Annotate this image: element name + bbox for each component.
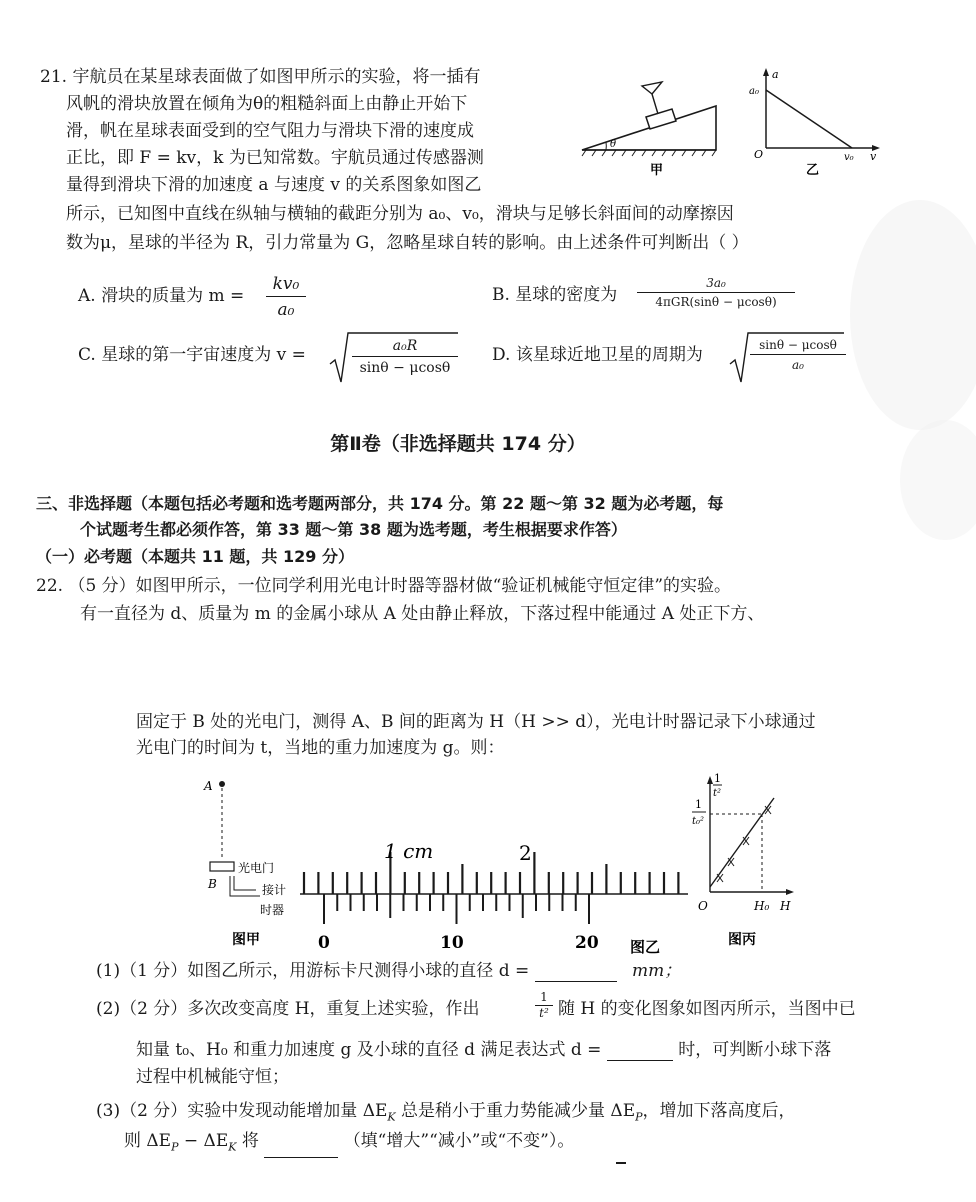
q22-part-2-frac-num: 1: [535, 990, 553, 1006]
main-scale-ticks: [304, 852, 678, 894]
q21-line-4: 正比，即 F = kv，k 为已知常数。宇航员通过传感器测: [66, 148, 484, 168]
q22-part-2-line-2-text: 知量 t₀、H₀ 和重力加速度 g 及小球的直径 d 满足表达式 d =: [136, 1040, 602, 1060]
q21-option-c-fraction: [352, 336, 458, 379]
q22-part-1-text: (1)（1 分）如图乙所示，用游标卡尺测得小球的直径 d =: [96, 961, 530, 981]
q21-option-b-text: B. 星球的密度为: [492, 285, 618, 305]
q22-line-3: 固定于 B 处的光电门，测得 A、B 间的距离为 H（H >> d），光电计时器记录下小球通过: [136, 712, 816, 732]
q21-option-b-num: 3a₀: [637, 274, 795, 293]
q21-figure-jia: [576, 78, 726, 180]
q21-yi-y-axis: a: [772, 68, 779, 81]
q22-bing-y-num: 1: [714, 772, 721, 785]
q22-yi-vernier-0: 0: [318, 933, 330, 953]
q22-part-3-line-1: [96, 1100, 796, 1128]
q21-option-c-num: a₀R: [352, 336, 458, 357]
q22-bing-y0-den: t₀²: [692, 816, 705, 827]
q21-line-6: 所示，已知图中直线在纵轴与横轴的截距分别为 a₀、v₀，滑块与足够长斜面间的动摩擦因: [66, 204, 734, 224]
q22-part-1-unit: mm；: [632, 961, 682, 981]
q22-part-3-text: (3)（2 分）实验中发现动能增加量 ΔE: [96, 1101, 388, 1121]
vernier-scale-ticks: [324, 894, 589, 924]
q22-yi-vernier-20: 20: [575, 933, 599, 953]
q21-option-b-fraction: [637, 274, 795, 311]
q22-part-3-line-2-mid: − ΔE: [178, 1131, 229, 1151]
q22-figure-yi: [290, 830, 700, 956]
q21-figure-yi-caption: 乙: [806, 163, 820, 178]
q22-jia-label-b: B: [208, 877, 217, 891]
q22-part-2-line-3: 过程中机械能守恒；: [136, 1067, 289, 1087]
scan-smudge: [850, 200, 976, 430]
q22-part-3-line-2-sub-k: K: [228, 1140, 237, 1154]
q22-part-3-line-2-sub-p: P: [171, 1140, 179, 1154]
q21-option-b-den: 4πGR(sinθ − μcosθ): [655, 295, 777, 309]
q22-figure-jia-caption: 图甲: [232, 932, 260, 948]
q21-yi-x-intercept: v₀: [844, 152, 854, 163]
q21-angle-label: θ: [610, 139, 617, 150]
q21-option-c-den: sinθ − μcosθ: [359, 360, 451, 376]
q21-figure-jia-caption: 甲: [650, 163, 664, 178]
q22-jia-gate: 光电门: [238, 861, 275, 875]
q22-figure-yi-caption: 图乙: [630, 938, 661, 956]
q22-part-3-blank: [264, 1141, 338, 1158]
q22-part-2-text-post: 随 H 的变化图象如图丙所示，当图中已: [558, 999, 856, 1019]
q22-part-2-blank: [607, 1044, 673, 1061]
q22-yi-unit: 1 cm: [384, 839, 434, 863]
q22-part-3-line-2-post: （填“增大”“减小”或“不变”）。: [343, 1131, 575, 1151]
q22-bing-x-axis: H: [780, 899, 791, 913]
q22-part-2-fraction: [535, 990, 553, 1021]
q22-part-2-line-2: [136, 1039, 831, 1061]
q22-part-1: [96, 960, 681, 982]
q22-part-3-line-2: [124, 1130, 574, 1158]
q22-part-2-text: (2)（2 分）多次改变高度 H，重复上述实验，作出: [96, 999, 480, 1019]
q21-option-a-text: A. 滑块的质量为 m =: [78, 286, 245, 306]
q21-option-a-fraction: [266, 272, 306, 323]
q22-line-2: 有一直径为 d、质量为 m 的金属小球从 A 处由静止释放，下落过程中能通过 A 处正下方、: [80, 604, 765, 624]
q21-option-d-den: a₀: [792, 358, 804, 372]
q21-line-1: 21. 宇航员在某星球表面做了如图甲所示的实验，将一插有: [40, 67, 481, 87]
page-mark: [616, 1162, 626, 1164]
q21-figure-yi: [748, 66, 888, 178]
q21-line-3: 滑，帆在星球表面受到的空气阻力与滑块下滑的速度成: [66, 121, 474, 141]
q21-option-a-den: a₀: [277, 300, 295, 320]
q21-yi-x-axis: v: [870, 150, 877, 163]
q22-part-3-line-2-pre: 则 ΔE: [124, 1131, 172, 1151]
q22-jia-conn-2: 时器: [260, 903, 285, 917]
q22-figure-bing-caption: 图丙: [728, 932, 756, 948]
q22-part-2-line-2-post: 时，可判断小球下落: [678, 1040, 832, 1060]
q22-bing-origin: O: [698, 899, 708, 913]
section-title: 第Ⅱ卷（非选择题共 174 分）: [330, 433, 586, 455]
q21-yi-origin: O: [754, 148, 764, 161]
q21-option-c-text: C. 星球的第一宇宙速度为 v =: [78, 345, 306, 365]
q21-line-7: 数为μ，星球的半径为 R，引力常量为 G，忽略星球自转的影响。由上述条件可判断出（ ）: [66, 233, 749, 253]
q21-line-5: 量得到滑块下滑的加速度 a 与速度 v 的关系图象如图乙: [66, 175, 482, 195]
q22-line-4: 光电门的时间为 t，当地的重力加速度为 g。则：: [136, 738, 505, 758]
q21-option-d-fraction: [750, 336, 846, 375]
part3-subheading: （一）必考题（本题共 11 题，共 129 分）: [36, 547, 354, 566]
part3-line-2: 个试题考生都必须作答，第 33 题～第 38 题为选考题，考生根据要求作答）: [80, 520, 627, 539]
q21-line-2: 风帆的滑块放置在倾角为θ的粗糙斜面上由静止开始下: [66, 94, 468, 114]
q22-part-3-sub-k: K: [387, 1110, 396, 1124]
q22-part-3-mid: 总是稍小于重力势能减少量 ΔE: [401, 1101, 636, 1121]
q22-bing-x-tick: H₀: [754, 899, 770, 913]
q22-yi-vernier-10: 10: [440, 933, 464, 953]
q21-yi-y-intercept: a₀: [749, 86, 759, 97]
q22-jia-conn-1: 接计: [262, 883, 287, 897]
q22-part-2-frac-den: t²: [539, 1006, 549, 1020]
q22-part-3-sub-p: P: [635, 1110, 643, 1124]
q21-option-d-num: sinθ − μcosθ: [750, 336, 846, 355]
q22-part-3-end: ，增加下落高度后，: [642, 1101, 796, 1121]
q21-option-d-text: D. 该星球近地卫星的周期为: [492, 345, 703, 365]
q22-bing-y-den: t²: [713, 788, 722, 799]
q21-option-a-num: kv₀: [266, 272, 306, 297]
q22-figure-bing: [690, 770, 802, 952]
q22-jia-label-a: A: [204, 779, 213, 793]
q22-yi-main-label: 2: [519, 841, 532, 865]
q22-part-3-line-2-mid2: 将: [236, 1131, 259, 1151]
part3-line-1: 三、非选择题（本题包括必考题和选考题两部分，共 174 分。第 22 题～第 32 题为必考题，每: [36, 494, 724, 513]
q22-part-1-blank: [535, 965, 617, 982]
q22-line-1: 22. （5 分）如图甲所示，一位同学利用光电计时器等器材做“验证机械能守恒定律”的实验。: [36, 576, 732, 596]
q22-bing-y0-num: 1: [695, 798, 702, 811]
